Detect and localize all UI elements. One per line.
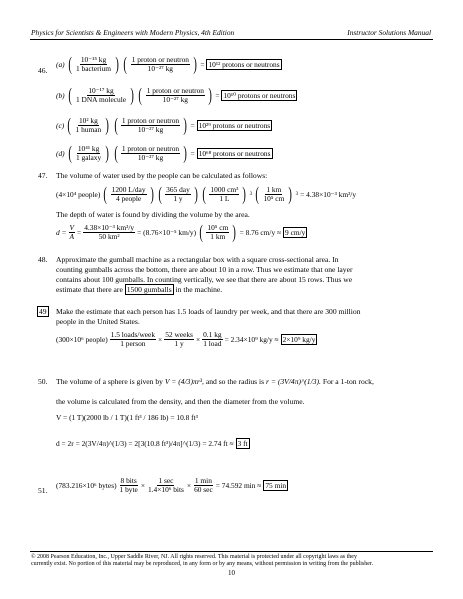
answer-box: 9 cm/y	[285, 228, 306, 238]
answer-box: 75 min	[265, 481, 287, 491]
answer-box: 2×10⁹ kg/y	[282, 335, 316, 345]
problem-47-eq1: (4×10⁴ people) ( $\frac{\text{1200 L/day}}{\text{4 people}}$ ) ( $\frac{\text{365 day}}{1 y}$ ) ( $\frac{\text{1000 cm³}}{1 L}$ ) 3 ( $\frac{1 km}{\text{10⁵ cm}}$ ) 3 = 4.38×10⁻³ km³/y	[56, 183, 357, 205]
problem-46d: (d) ( $\frac{\text{10⁴¹ kg}}{\text{1 galaxy}}$ ) ( $\frac{\text{1 proton or neutron}}{\text{10⁻²⁷ kg}}$ ) = 10⁶⁸ protons or neutrons	[56, 142, 271, 164]
problem-46c: (c) ( $\frac{\text{10² kg}}{\text{1 human}}$ ) ( $\frac{\text{1 proton or neutron}}{\text{10⁻²⁷ kg}}$ ) = 10²⁹ protons or neutrons	[56, 114, 271, 136]
answer-box: 10¹⁰ protons or neutrons	[223, 91, 296, 101]
fraction: $\frac{1 \sec}{\text{1.4×10⁶ bits}}$	[147, 476, 184, 495]
fraction: $\frac{\text{10⁵ cm}}{1 km}$	[207, 223, 229, 242]
fraction: $\frac{\text{10² kg}}{\text{1 human}}$	[75, 116, 102, 135]
problem-48-line-2: counting gumballs across the bottom, there are about 10 in a row. Thus we estimate that one layer	[56, 265, 353, 274]
fraction: $\frac{\text{4.38×10⁻³ km³/y}}{\text{50 km²}}$	[84, 223, 135, 242]
problem-49-line-1: Make the estimate that each person has 1.5 loads of laundry per week, and that there are 300 million	[56, 307, 361, 316]
problem-46-number: 46.	[38, 66, 48, 75]
answer-box: 10²⁹ protons or neutrons	[198, 121, 271, 131]
fraction: $\frac{\text{1.5 loads/week}}{\text{1 person}}$	[110, 330, 156, 349]
fraction: $\frac{\text{10⁻¹⁵ kg}}{\text{1 bacterium}}$	[75, 55, 112, 74]
problem-51-number: 51.	[38, 486, 48, 495]
fraction: $\frac{\text{1200 L/day}}{\text{4 people}}$	[111, 185, 146, 204]
problem-50-number: 50.	[38, 377, 48, 386]
fraction: $\frac{\text{1 proton or neutron}}{\text{10⁻²⁷ kg}}$	[121, 116, 180, 135]
fraction: $\frac{\text{1000 cm³}}{1 L}$	[210, 185, 239, 204]
fraction: $\frac{\text{1 proton or neutron}}{\text{10⁻²⁷ kg}}$	[146, 86, 204, 105]
fraction: $\frac{\text{10⁻¹⁷ kg}}{\text{1 DNA molecule}}$	[75, 86, 127, 105]
problem-47-eq2: d = $\frac{V}{A}$ = $\frac{\text{4.38×10⁻³ km³/y}}{\text{50 km²}}$ = (8.76×10⁻⁵ km/y) ( $\frac{\text{10⁵ cm}}{1 km}$ ) = 8.76 cm/y ≈ 9 cm/y	[56, 221, 306, 243]
problem-49-eq: (300×10⁶ people) $\frac{\text{1.5 loads/week}}{\text{1 person}}$ × $\frac{\text{52 weeks}}{1 y}$ × $\frac{0.1 kg}{\text{1 load}}$ = 2.34×10⁹ kg/y ≈ 2×10⁹ kg/y	[56, 330, 316, 349]
footer-copyright-1: © 2008 Pearson Education, Inc., Upper Saddle River, NJ. All rights reserved. This material is protected under all copyright laws as they	[31, 554, 357, 560]
problem-48-line-3: contains about 100 gumballs. In counting vertically, we see that there are about 15 rows. Thus we	[56, 275, 353, 284]
problem-51-eq: (783.216×10⁶ bytes) $\frac{\text{8 bits}}{\text{1 byte}}$ × $\frac{1 \sec}{\text{1.4×10⁶ bits}}$ × $\frac{1 \min}{60 \sec}$ = 74.592 min ≈ 75 min	[56, 476, 287, 495]
part-label: (a)	[56, 60, 65, 70]
fraction: $\frac{\text{1 proton or neutron}}{\text{10⁻²⁷ kg}}$	[121, 144, 180, 163]
part-label: (b)	[56, 91, 65, 101]
fraction: $\frac{1 km}{\text{10⁵ cm}}$	[263, 185, 285, 204]
page-number: 10	[228, 569, 235, 577]
problem-49-number: 49	[39, 307, 47, 316]
footer-rule	[30, 551, 433, 552]
problem-46a: (a) ( $\frac{\text{10⁻¹⁵ kg}}{\text{1 bacterium}}$ ) ( $\frac{\text{1 proton or neutron}}{\text{10⁻²⁷ kg}}$ ) = 10¹² protons or neutrons	[56, 53, 280, 75]
fraction: $\frac{1 \min}{60 \sec}$	[194, 476, 213, 495]
answer-box: 1500 gumballs	[126, 285, 172, 294]
fraction: $\frac{\text{1 proton or neutron}}{\text{10⁻²⁷ kg}}$	[131, 55, 189, 74]
fraction: $\frac{\text{365 day}}{1 y}$	[166, 185, 190, 204]
fraction: $\frac{V}{A}$	[69, 223, 75, 242]
problem-50-line-1: The volume of a sphere is given by V = (4/3)πr³, and so the radius is r = (3V/4π)^(1/3). For a 1-ton rock,	[56, 377, 374, 386]
fraction: $\frac{\text{52 weeks}}{1 y}$	[165, 330, 193, 349]
answer-box: 3 ft	[237, 439, 248, 448]
answer-box: 10⁶⁸ protons or neutrons	[198, 149, 271, 159]
fraction: $\frac{0.1 kg}{\text{1 load}}$	[203, 330, 222, 349]
problem-50-line-2: the volume is calculated from the density, and then the diameter from the volume.	[56, 397, 305, 406]
problem-46b: (b) ( $\frac{\text{10⁻¹⁷ kg}}{\text{1 DNA molecule}}$ ) ( $\frac{\text{1 proton or neutron}}{\text{10⁻²⁷ kg}}$ ) = 10¹⁰ protons or neutrons	[56, 84, 296, 106]
part-label: (d)	[56, 149, 65, 159]
header-title: Physics for Scientists & Engineers with Modern Physics, 4th Edition	[31, 28, 235, 37]
problem-48-number: 48.	[38, 255, 48, 264]
header-rule	[30, 39, 433, 40]
footer-copyright-2: currently exist. No portion of this material may be reproduced, in any form or by any means, without permission in writing from the publisher.	[31, 561, 374, 567]
problem-48-line-4: estimate that there are 1500 gumballs in the machine.	[56, 285, 223, 294]
fraction: $\frac{\text{10⁴¹ kg}}{\text{1 galaxy}}$	[75, 144, 102, 163]
problem-49-line-2: people in the United States.	[56, 317, 140, 326]
problem-47-number: 47.	[38, 171, 48, 180]
part-label: (c)	[56, 121, 65, 131]
answer-box: 10¹² protons or neutrons	[208, 60, 280, 70]
header-manual: Instructor Solutions Manual	[347, 28, 431, 37]
problem-47-intro: The volume of water used by the people can be calculated as follows:	[56, 171, 268, 180]
problem-47-mid: The depth of water is found by dividing the volume by the area.	[56, 210, 250, 219]
problem-48-line-1: Approximate the gumball machine as a rectangular box with a square cross-sectional area. In	[56, 255, 339, 264]
problem-50-eq1: V = (1 T)(2000 lb / 1 T)(1 ft³ / 186 lb) = 10.8 ft³	[56, 413, 198, 422]
fraction: $\frac{\text{8 bits}}{\text{1 byte}}$	[119, 476, 138, 495]
problem-50-eq2: d = 2r = 2(3V/4π)^(1/3) = 2[3(10.8 ft³)/4π]^(1/3) = 2.74 ft ≈ 3 ft	[56, 439, 248, 448]
